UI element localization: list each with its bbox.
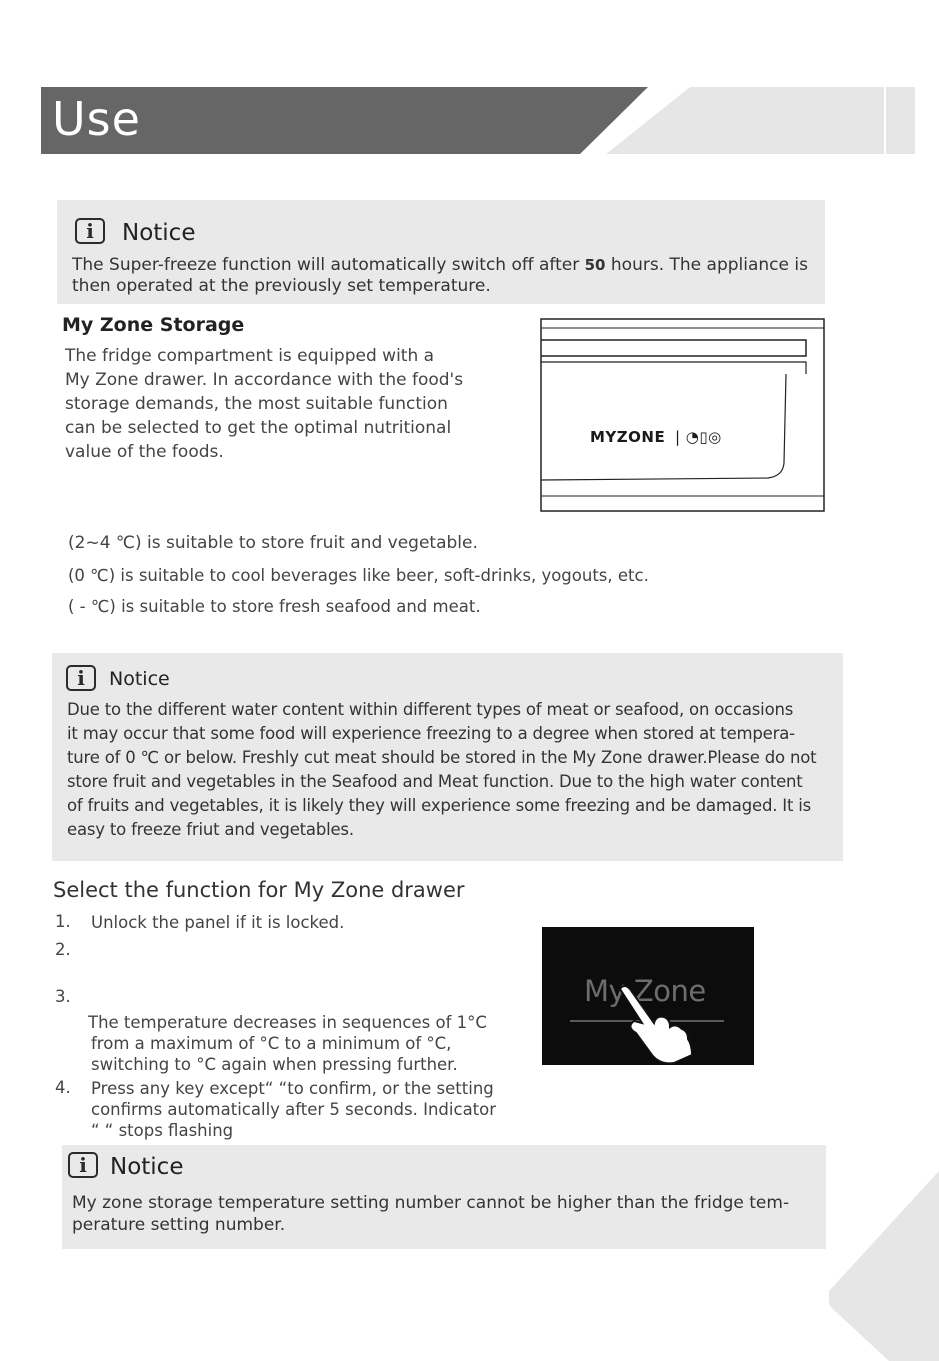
my-zone-description: The fridge compartment is equipped with a My Zone drawer. In accordance with the food's storage demands, the most suitable function can be selected to get the optimal nutritional value of the foods. [65, 346, 464, 462]
notice-text-line2: then operated at the previously set temperature. [72, 276, 491, 296]
info-icon: i [75, 218, 105, 244]
step-number: 1. [55, 912, 71, 931]
drawer-myzone-label: MYZONE | ◔▯◎ [590, 428, 722, 446]
drawer-illustration [540, 318, 826, 514]
step-text: Unlock the panel if it is locked. [91, 913, 345, 932]
step3-detail: The temperature decreases in sequences of 1°C from a maximum of °C to a minimum of °C, switching to °C again when pressing further. [88, 1013, 487, 1074]
mode-fruit-vegetable: (2~4 ℃) is suitable to store fruit and vegetable. [68, 533, 478, 553]
step-number: 4. [55, 1078, 71, 1097]
step-number: 3. [55, 987, 71, 1006]
mode-beverages: (0 ℃) is suitable to cool beverages like beer, soft-drinks, yogouts, etc. [68, 566, 649, 585]
panel-my-zone-label: My Zone [584, 974, 706, 1008]
step-number: 2. [55, 940, 71, 959]
section-heading-my-zone-storage: My Zone Storage [62, 314, 245, 336]
notice-heading: Notice [122, 220, 196, 246]
page-title: Use [52, 92, 141, 146]
info-icon: i [66, 665, 96, 691]
page-corner-decoration [829, 1171, 939, 1361]
section-heading-select-function: Select the function for My Zone drawer [53, 878, 465, 902]
notice-heading: Notice [109, 668, 170, 690]
step-text: Press any key except“ “to confirm, or the setting confirms automatically after 5 seconds. Indicator “ “ stops flashing [91, 1079, 497, 1140]
mode-seafood-meat: ( - ℃) is suitable to store fresh seafood and meat. [68, 597, 481, 616]
pressing-hand-icon [542, 927, 754, 1065]
info-icon: i [68, 1152, 98, 1178]
notice-heading: Notice [110, 1154, 184, 1180]
notice-text: The Super-freeze function will automatically switch off after 50 hours. The appliance is [72, 255, 808, 275]
notice-text: Due to the different water content within different types of meat or seafood, on occasions it may occur that some food will experience freezing to a degree when stored at tempera- ture of 0 ℃ or below. Freshly cut meat should be stored in the My Zone drawer.Please do not store fruit and vegetables in the Seafood and Meat function. Due to the high water content of fruits and vegetables, it is likely they will experience some freezing and be damaged. It is easy to freeze friut and vegetables. [67, 700, 817, 839]
super-freeze-hours: 50 [584, 256, 606, 274]
notice-text: My zone storage temperature setting number cannot be higher than the fridge tem- perature setting number. [72, 1193, 790, 1235]
drawer-mode-icons: | ◔▯◎ [674, 428, 722, 446]
